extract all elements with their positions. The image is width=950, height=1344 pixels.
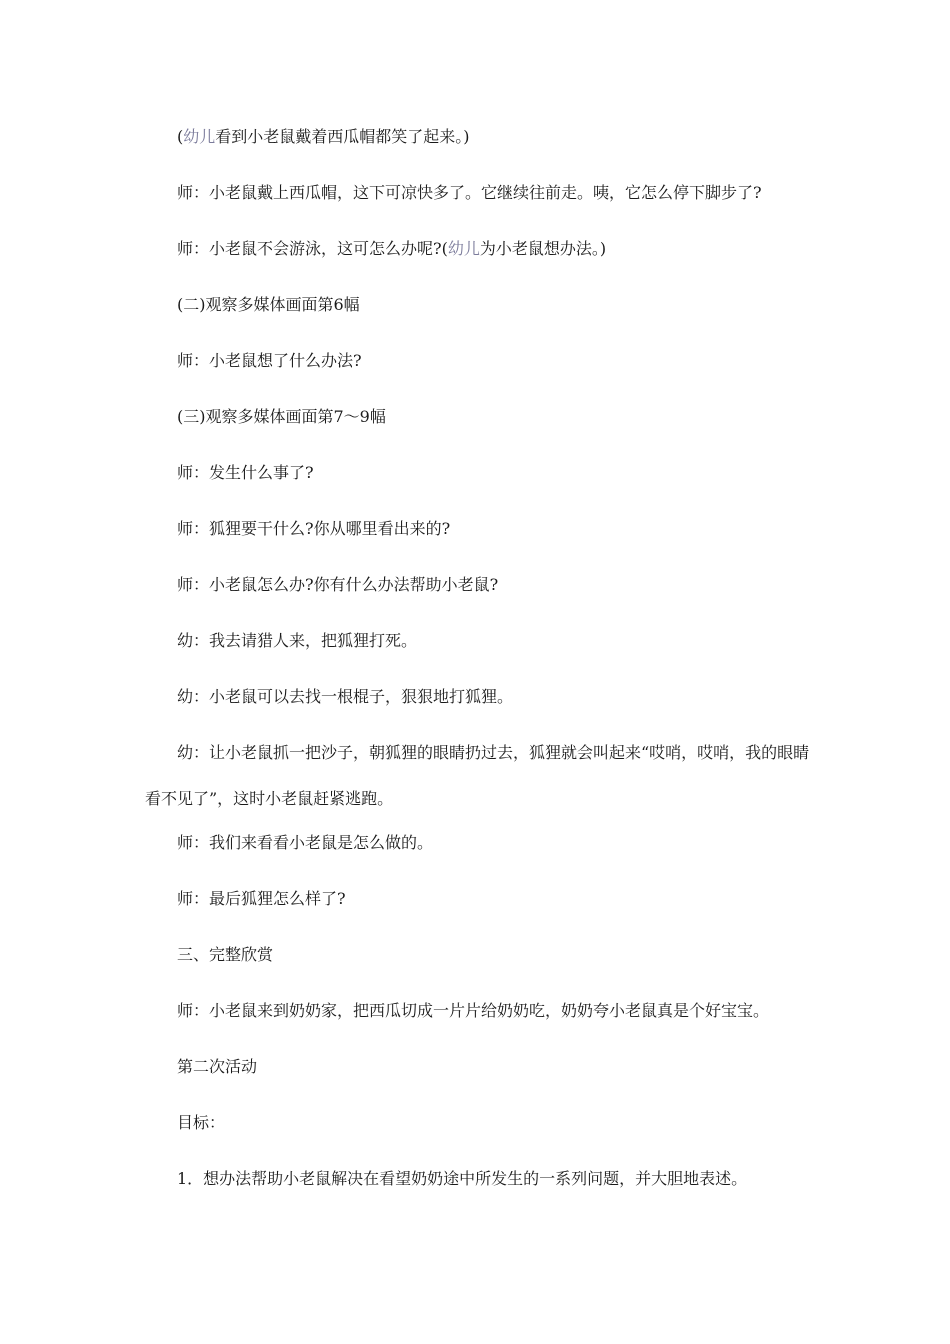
goal-item-1: 1．想办法帮助小老鼠解决在看望奶奶途中所发生的一系列问题，并大胆地表述。 (177, 1169, 748, 1188)
paragraph-13: 师：我们来看看小老鼠是怎么做的。 (177, 833, 434, 852)
paragraph-10: 幼：我去请猎人来，把狐狸打死。 (177, 631, 418, 650)
paragraph-11: 幼：小老鼠可以去找一根棍子，狠狠地打狐狸。 (177, 687, 514, 706)
section-heading-2: (二)观察多媒体画面第6幅 (177, 295, 360, 314)
paragraph-7: 师：发生什么事了? (177, 463, 314, 482)
paragraph-14: 师：最后狐狸怎么样了? (177, 889, 346, 908)
paragraph-16: 师：小老鼠来到奶奶家，把西瓜切成一片片给奶奶吃，奶奶夸小老鼠真是个好宝宝。 (177, 1001, 770, 1020)
paragraph-8: 师：狐狸要干什么?你从哪里看出来的? (177, 519, 451, 538)
section-heading-complete: 三、完整欣赏 (177, 945, 274, 964)
paragraph-1: (幼儿看到小老鼠戴着西瓜帽都笑了起来。) (177, 127, 470, 146)
paragraph-2: 师：小老鼠戴上西瓜帽，这下可凉快多了。它继续往前走。咦，它怎么停下脚步了? (177, 183, 762, 202)
goals-label: 目标： (177, 1113, 226, 1132)
highlight-text: 幼儿 (183, 127, 216, 146)
section-heading-3: (三)观察多媒体画面第7～9幅 (177, 407, 386, 426)
paragraph-12: 幼：让小老鼠抓一把沙子，朝狐狸的眼睛扔过去，狐狸就会叫起来“哎哨，哎哨，我的眼睛看不见了”，这时小老鼠赶紧逃跑。 (145, 743, 810, 808)
section-heading-second-activity: 第二次活动 (177, 1057, 258, 1076)
paragraph-5: 师：小老鼠想了什么办法? (177, 351, 362, 370)
paragraph-3: 师：小老鼠不会游泳，这可怎么办呢?(幼儿为小老鼠想办法。) (177, 239, 607, 258)
highlight-text: 幼儿 (447, 239, 480, 258)
paragraph-9: 师：小老鼠怎么办?你有什么办法帮助小老鼠? (177, 575, 499, 594)
